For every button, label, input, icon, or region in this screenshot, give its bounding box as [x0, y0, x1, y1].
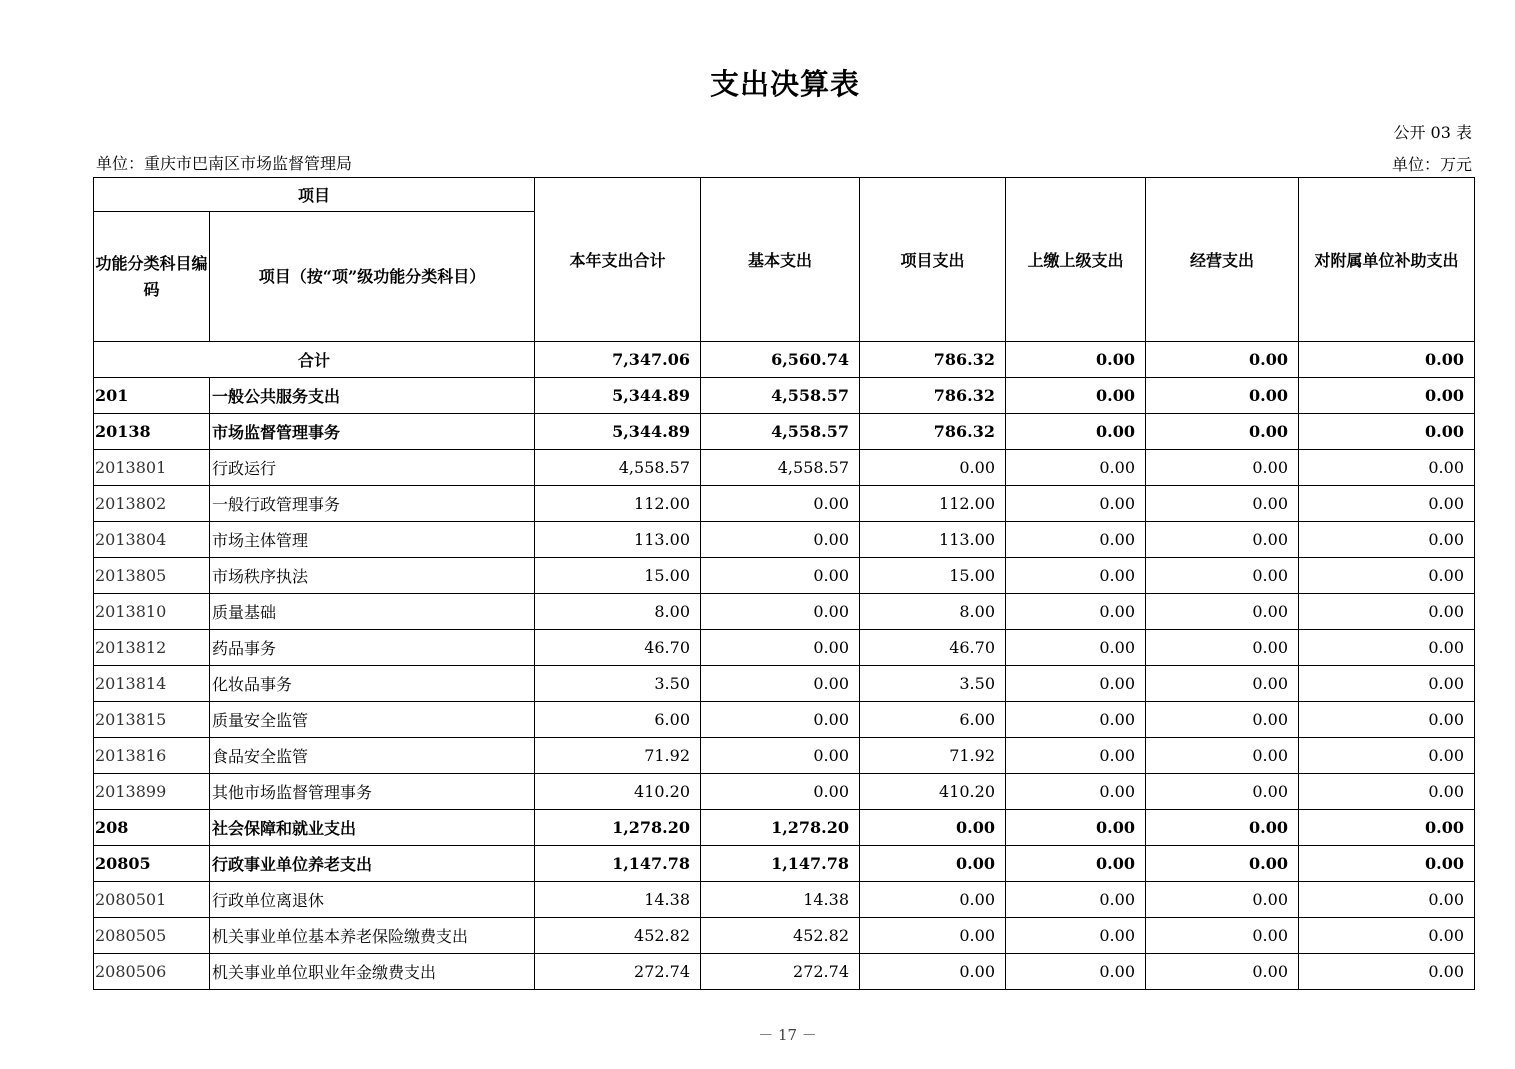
row-code: 20805: [94, 846, 210, 882]
header-project: 项目: [94, 178, 535, 212]
row-value: 0.00: [1146, 954, 1299, 990]
table-row: [94, 774, 1475, 810]
row-value: 3.50: [535, 666, 701, 702]
row-value: 272.74: [701, 954, 860, 990]
table-row: [94, 810, 1475, 846]
row-value: 0.00: [701, 774, 860, 810]
row-value: 786.32: [860, 378, 1006, 414]
header-basic: 基本支出: [701, 178, 860, 342]
row-value: 0.00: [1146, 522, 1299, 558]
row-value: 0.00: [1299, 702, 1475, 738]
row-name: 行政事业单位养老支出: [210, 846, 535, 882]
row-value: 0.00: [701, 486, 860, 522]
row-value: 0.00: [1006, 954, 1146, 990]
row-value: 113.00: [860, 522, 1006, 558]
row-name: 食品安全监管: [210, 738, 535, 774]
row-value: 0.00: [1146, 486, 1299, 522]
row-value: 0.00: [1146, 594, 1299, 630]
row-value: 0.00: [1299, 774, 1475, 810]
row-value: 5,344.89: [535, 414, 701, 450]
row-value: 0.00: [1299, 810, 1475, 846]
row-value: 46.70: [860, 630, 1006, 666]
table-row: [94, 954, 1475, 990]
row-value: 0.00: [1006, 594, 1146, 630]
row-value: 410.20: [535, 774, 701, 810]
row-value: 3.50: [860, 666, 1006, 702]
page-number: － 17 －: [758, 1026, 817, 1044]
header-business: 经营支出: [1146, 178, 1299, 342]
row-value: 0.00: [1146, 630, 1299, 666]
row-value: 0.00: [1299, 954, 1475, 990]
row-name: 药品事务: [210, 630, 535, 666]
header-code: 功能分类科目编码: [94, 212, 210, 342]
row-value: 0.00: [1299, 594, 1475, 630]
header-name: 项目（按“项”级功能分类科目）: [210, 212, 535, 342]
row-value: 0.00: [701, 666, 860, 702]
table-row: [94, 522, 1475, 558]
row-value: 14.38: [701, 882, 860, 918]
table-row: [94, 630, 1475, 666]
row-value: 0.00: [1299, 738, 1475, 774]
row-value: 0.00: [1146, 810, 1299, 846]
row-value: 1,278.20: [701, 810, 860, 846]
row-value: 0.00: [1006, 558, 1146, 594]
row-value: 272.74: [535, 954, 701, 990]
row-value: 0.00: [860, 810, 1006, 846]
row-code: 2013801: [94, 450, 210, 486]
table-row: [94, 558, 1475, 594]
table-row: [94, 486, 1475, 522]
header-project-expense: 项目支出: [860, 178, 1006, 342]
row-value: 0.00: [860, 846, 1006, 882]
row-name: 市场秩序执法: [210, 558, 535, 594]
row-value: 0.00: [1299, 882, 1475, 918]
total-label: 合计: [94, 342, 535, 378]
row-name: 市场主体管理: [210, 522, 535, 558]
row-value: 0.00: [1299, 486, 1475, 522]
row-value: 6.00: [535, 702, 701, 738]
organization-unit: 单位：重庆市巴南区市场监督管理局: [96, 154, 353, 173]
row-code: 2013804: [94, 522, 210, 558]
row-value: 0.00: [1299, 666, 1475, 702]
row-value: 0.00: [1299, 378, 1475, 414]
table-row: [94, 378, 1475, 414]
row-value: 0.00: [1006, 846, 1146, 882]
total-cell: 6,560.74: [701, 342, 860, 378]
row-value: 4,558.57: [701, 378, 860, 414]
table-row: [94, 846, 1475, 882]
table-row: [94, 738, 1475, 774]
row-name: 质量安全监管: [210, 702, 535, 738]
row-value: 0.00: [1006, 450, 1146, 486]
row-value: 0.00: [1299, 918, 1475, 954]
row-value: 0.00: [701, 522, 860, 558]
total-cell: 786.32: [860, 342, 1006, 378]
row-value: 15.00: [535, 558, 701, 594]
row-value: 0.00: [701, 702, 860, 738]
table-row: [94, 702, 1475, 738]
total-cell: 7,347.06: [535, 342, 701, 378]
row-value: 0.00: [1006, 810, 1146, 846]
header-total: 本年支出合计: [535, 178, 701, 342]
row-value: 0.00: [1146, 918, 1299, 954]
table-body: [94, 342, 1475, 990]
row-value: 0.00: [701, 738, 860, 774]
row-name: 机关事业单位基本养老保险缴费支出: [210, 918, 535, 954]
row-code: 201: [94, 378, 210, 414]
row-value: 0.00: [1146, 702, 1299, 738]
currency-unit: 单位：万元: [1391, 155, 1472, 174]
row-name: 行政运行: [210, 450, 535, 486]
row-name: 机关事业单位职业年金缴费支出: [210, 954, 535, 990]
row-value: 1,147.78: [535, 846, 701, 882]
row-value: 4,558.57: [701, 414, 860, 450]
row-value: 8.00: [535, 594, 701, 630]
row-value: 0.00: [1006, 522, 1146, 558]
row-value: 0.00: [1146, 774, 1299, 810]
row-value: 6.00: [860, 702, 1006, 738]
row-value: 786.32: [860, 414, 1006, 450]
row-value: 0.00: [701, 558, 860, 594]
expenditure-table: [93, 177, 1475, 990]
row-value: 410.20: [860, 774, 1006, 810]
row-value: 0.00: [860, 450, 1006, 486]
row-value: 0.00: [1146, 450, 1299, 486]
table-row: [94, 594, 1475, 630]
row-value: 14.38: [535, 882, 701, 918]
table-row: [94, 882, 1475, 918]
row-value: 0.00: [860, 918, 1006, 954]
row-value: 0.00: [1006, 630, 1146, 666]
row-name: 市场监督管理事务: [210, 414, 535, 450]
row-value: 0.00: [701, 630, 860, 666]
row-value: 0.00: [1299, 522, 1475, 558]
table-row: [94, 450, 1475, 486]
row-code: 2080506: [94, 954, 210, 990]
row-name: 社会保障和就业支出: [210, 810, 535, 846]
row-value: 5,344.89: [535, 378, 701, 414]
row-code: 2013802: [94, 486, 210, 522]
header-upper-level: 上缴上级支出: [1006, 178, 1146, 342]
row-value: 8.00: [860, 594, 1006, 630]
row-value: 0.00: [1299, 558, 1475, 594]
row-value: 0.00: [1146, 666, 1299, 702]
row-value: 0.00: [1006, 918, 1146, 954]
row-name: 一般公共服务支出: [210, 378, 535, 414]
row-value: 452.82: [701, 918, 860, 954]
row-value: 46.70: [535, 630, 701, 666]
total-cell: 0.00: [1299, 342, 1475, 378]
row-value: 1,147.78: [701, 846, 860, 882]
row-code: 2013899: [94, 774, 210, 810]
total-cell: 0.00: [1146, 342, 1299, 378]
row-code: 20138: [94, 414, 210, 450]
row-value: 0.00: [1299, 450, 1475, 486]
row-code: 2013814: [94, 666, 210, 702]
row-value: 0.00: [1006, 702, 1146, 738]
row-value: 0.00: [860, 882, 1006, 918]
row-value: 0.00: [1146, 378, 1299, 414]
row-value: 0.00: [1299, 846, 1475, 882]
row-name: 行政单位离退休: [210, 882, 535, 918]
row-code: 2013810: [94, 594, 210, 630]
row-code: 2013812: [94, 630, 210, 666]
row-name: 化妆品事务: [210, 666, 535, 702]
row-name: 质量基础: [210, 594, 535, 630]
row-value: 0.00: [1006, 414, 1146, 450]
row-value: 1,278.20: [535, 810, 701, 846]
page-title: 支出决算表: [709, 67, 860, 101]
row-code: 2013816: [94, 738, 210, 774]
row-value: 0.00: [1146, 882, 1299, 918]
row-value: 71.92: [860, 738, 1006, 774]
table-row: [94, 414, 1475, 450]
row-value: 0.00: [1006, 774, 1146, 810]
total-row: [94, 342, 1475, 378]
total-cell: 0.00: [1006, 342, 1146, 378]
row-value: 0.00: [1146, 846, 1299, 882]
row-value: 0.00: [1006, 666, 1146, 702]
row-code: 208: [94, 810, 210, 846]
row-value: 4,558.57: [535, 450, 701, 486]
row-value: 0.00: [1006, 738, 1146, 774]
row-value: 0.00: [1146, 558, 1299, 594]
row-value: 0.00: [860, 954, 1006, 990]
row-value: 0.00: [1146, 738, 1299, 774]
row-value: 0.00: [1299, 630, 1475, 666]
table-row: [94, 666, 1475, 702]
row-value: 452.82: [535, 918, 701, 954]
row-value: 0.00: [701, 594, 860, 630]
row-name: 一般行政管理事务: [210, 486, 535, 522]
row-value: 0.00: [1006, 486, 1146, 522]
header-subsidy: 对附属单位补助支出: [1299, 178, 1475, 342]
row-code: 2080501: [94, 882, 210, 918]
row-code: 2013805: [94, 558, 210, 594]
row-value: 112.00: [860, 486, 1006, 522]
row-value: 0.00: [1299, 414, 1475, 450]
row-value: 0.00: [1006, 378, 1146, 414]
row-value: 4,558.57: [701, 450, 860, 486]
row-value: 0.00: [1006, 882, 1146, 918]
row-name: 其他市场监督管理事务: [210, 774, 535, 810]
table-row: [94, 918, 1475, 954]
row-code: 2013815: [94, 702, 210, 738]
form-number: 公开 03 表: [1393, 123, 1472, 142]
row-value: 112.00: [535, 486, 701, 522]
row-value: 0.00: [1146, 414, 1299, 450]
row-value: 71.92: [535, 738, 701, 774]
row-code: 2080505: [94, 918, 210, 954]
row-value: 113.00: [535, 522, 701, 558]
row-value: 15.00: [860, 558, 1006, 594]
